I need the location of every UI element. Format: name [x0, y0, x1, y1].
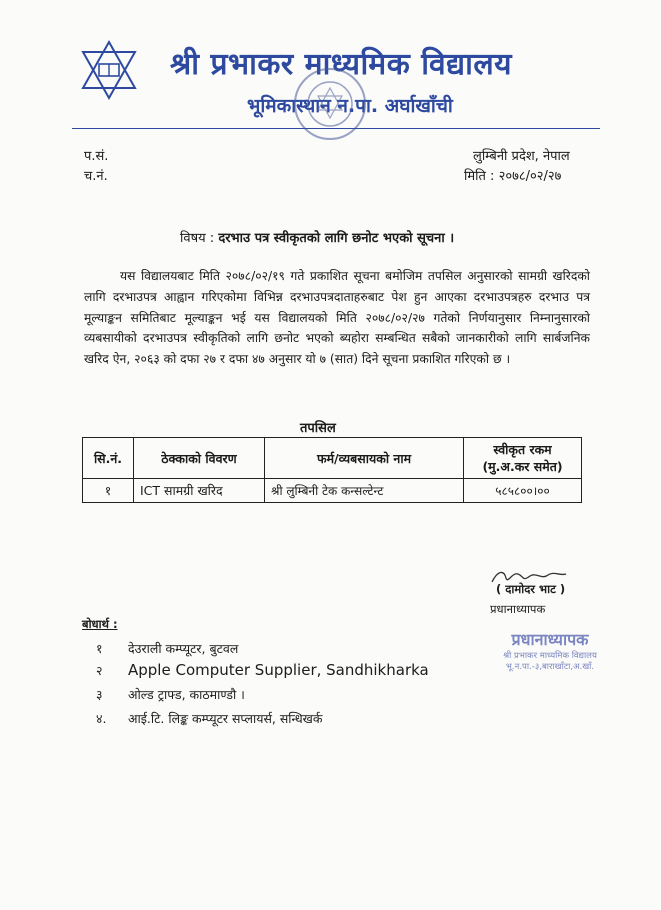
letterhead-divider: [72, 128, 600, 129]
cc-item-number: ३: [96, 687, 103, 702]
row-sn: १: [83, 479, 134, 503]
school-seal: [292, 66, 368, 142]
header-amount: [464, 438, 582, 479]
reference-number-label: प.सं.: [84, 149, 109, 164]
table-row: [83, 479, 582, 503]
signatory-title: प्रधानाध्यापक: [490, 602, 546, 616]
dispatch-number-label: च.नं.: [84, 169, 108, 184]
cc-item-text: ओल्ड ट्राफ्ड, काठमाण्डौ ।: [128, 687, 245, 702]
header-firm: फर्म/व्यबसायको नाम: [265, 438, 464, 479]
cc-item-number: ४.: [96, 711, 107, 726]
cc-item: [96, 661, 429, 679]
stamp-address: भू.न.पा.-३,बाराखाँटा,अ.खाँ.: [505, 662, 595, 672]
signatory-name: ( दामोदर भाट ): [496, 582, 566, 596]
header-description: ठेक्काको विवरण: [134, 438, 265, 479]
school-name: श्री प्रभाकर माध्यमिक विद्यालय: [170, 47, 513, 82]
cc-item-number: २: [96, 663, 103, 678]
notice-body: [84, 266, 590, 370]
row-firm: श्री लुम्बिनी टेक कन्सल्टेन्ट: [265, 479, 464, 503]
cc-item: [96, 640, 238, 657]
subject-label: विषय :: [180, 231, 215, 246]
cc-item-number: १: [96, 641, 103, 656]
award-table: [82, 437, 582, 503]
subject-line: [180, 228, 454, 246]
cc-item-text: देउराली कम्प्यूटर, बुटवल: [128, 641, 239, 656]
header-amount-line1: स्वीकृत रकम: [493, 442, 552, 457]
cc-item-text: आई.टि. लिङ्क कम्प्यूटर सप्लायर्स, सन्धिखर्क: [128, 711, 323, 726]
header-amount-line2: (मु.अ.कर समेत): [482, 459, 563, 474]
cc-item: [96, 686, 245, 703]
subject-text: दरभाउ पत्र स्वीकृतको लागि छनोट भएको सूचना ।: [218, 231, 455, 246]
stamp-school: श्री प्रभाकर माध्यमिक विद्यालय: [503, 651, 597, 661]
cc-item: [96, 710, 323, 727]
stamp-title: प्रधानाध्यापक: [511, 630, 589, 649]
location-text: लुम्बिनी प्रदेश, नेपाल: [473, 149, 570, 164]
date-text: मिति : २०७८/०२/२७: [464, 169, 562, 184]
row-amount: ५८५८००।००: [464, 479, 582, 503]
notice-body-text: यस विद्यालयबाट मिति २०७८/०२/१९ गते प्रकाशित सूचना बमोजिम तपसिल अनुसारको सामग्री खरिदको लागि दरभाउपत्र आह्वान गरिएकोमा विभिन्न दरभाउपत्रदाताहरुबाट पेश हुन आएका दरभाउपत्रहरु दरभाउ पत्र मूल्याङ्कन समितिबाट मूल्याङ्कन भई यस विद्यालयको मिति २०७८/०२/२७ गतेको निर्णयानुसार निम्नानुसारको व्यबसायीको दरभाउपत्र स्वीकृतिको लागि छनोट भएको ब्यहोरा सम्बन्धित सबैको जानकारीको लागि सार्बजनिक खरिद ऐन, २०६३ को दफा २७ र दफा ४७ अनुसार यो ७ (सात) दिने सूचना प्रकाशित गरिएको छ ।: [84, 269, 590, 367]
row-description: ICT सामग्री खरिद: [134, 479, 265, 503]
header-sn: सि.नं.: [83, 438, 134, 479]
school-logo: [77, 38, 141, 102]
table-title: तपसिल: [300, 421, 336, 436]
cc-heading: बोधार्थ :: [82, 617, 118, 631]
table-header-row: [83, 438, 582, 479]
official-stamp: [490, 628, 610, 672]
cc-item-text: Apple Computer Supplier, Sandhikharka: [128, 661, 429, 679]
school-address: भूमिकास्थान न.पा. अर्घाखाँची: [247, 95, 453, 117]
